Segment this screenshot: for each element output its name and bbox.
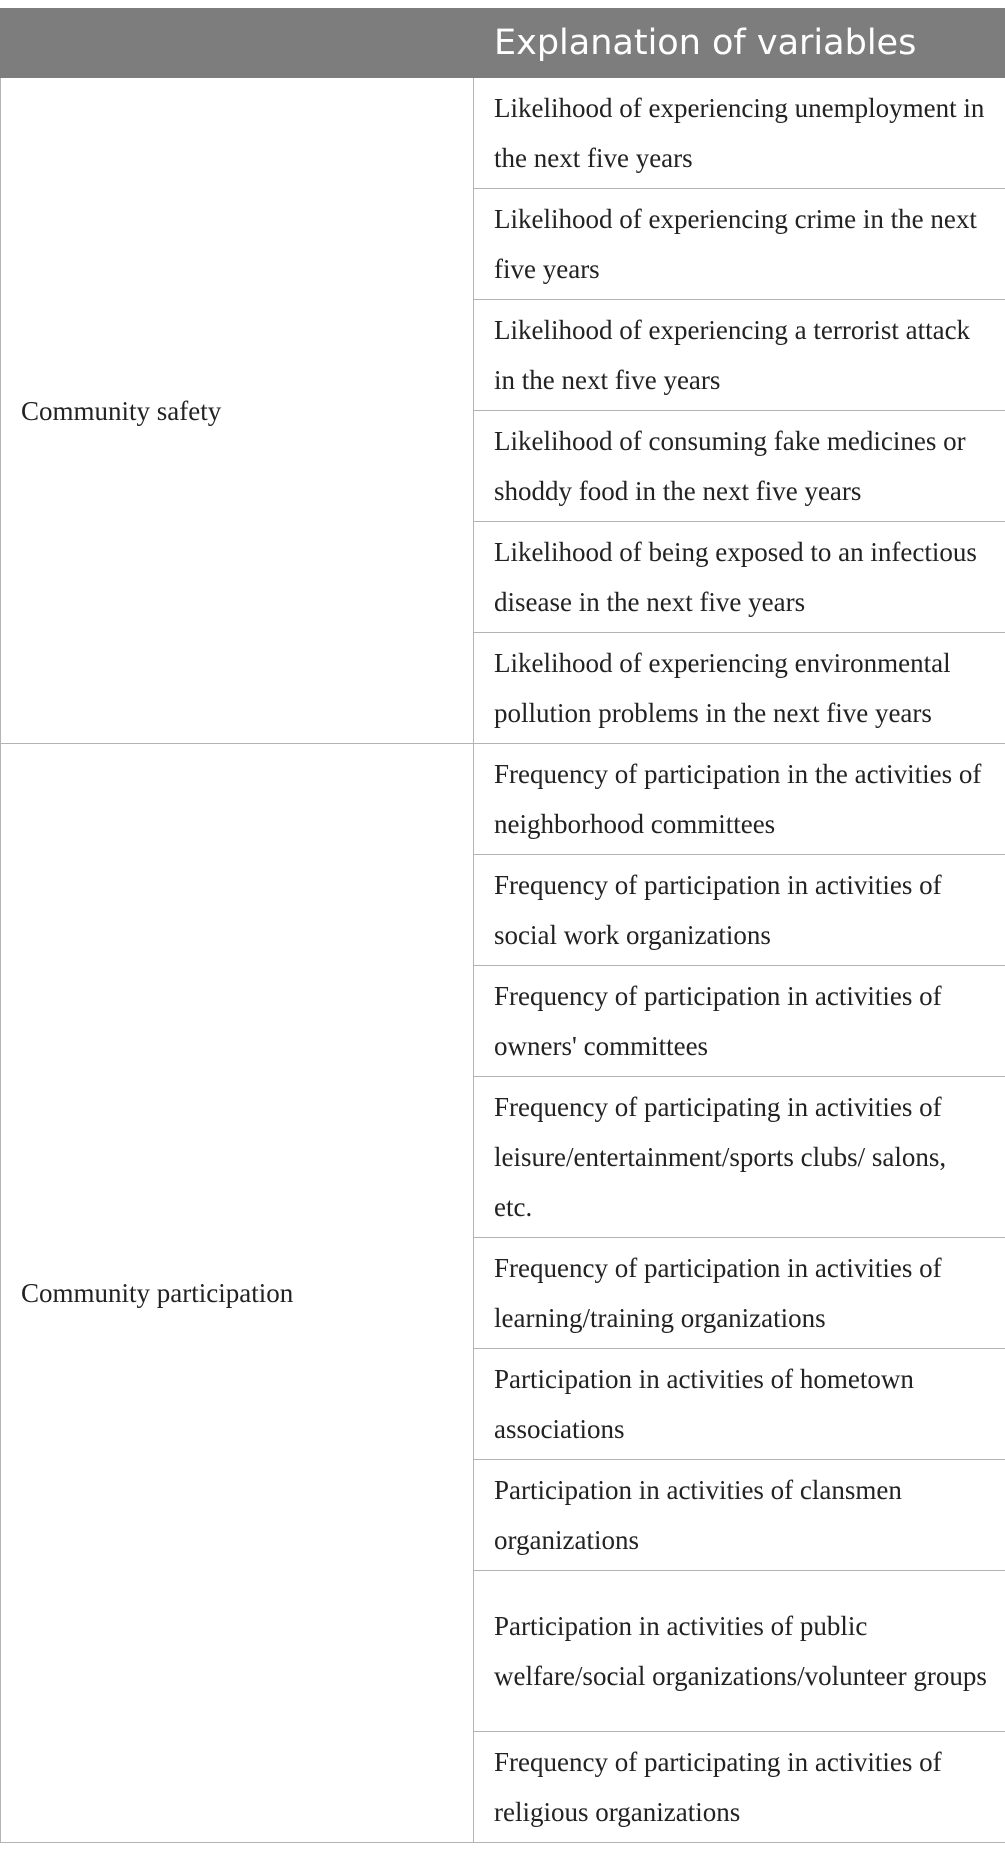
table-row [1, 744, 1005, 855]
explanation-cell: Frequency of participating in activities of leisure/entertainment/sports clubs/ salons, etc. [474, 1077, 1005, 1238]
explanation-cell: Frequency of participation in activities of learning/training organizations [474, 1238, 1005, 1349]
header-category-cell [1, 9, 474, 78]
explanation-cell: Likelihood of consuming fake medicines or shoddy food in the next five years [474, 411, 1005, 522]
header-row [1, 9, 1005, 78]
explanation-cell: Frequency of participating in activities of religious organizations [474, 1732, 1005, 1843]
category-cell-community-participation: Community participation [1, 744, 474, 1843]
explanation-cell: Participation in activities of clansmen organizations [474, 1460, 1005, 1571]
explanation-cell: Frequency of participation in the activities of neighborhood committees [474, 744, 1005, 855]
explanation-cell: Likelihood of experiencing unemployment in the next five years [474, 78, 1005, 189]
explanation-cell: Likelihood of experiencing environmental pollution problems in the next five years [474, 633, 1005, 744]
variables-table [0, 8, 1005, 1843]
explanation-cell: Frequency of participation in activities of social work organizations [474, 855, 1005, 966]
table-header [1, 9, 1005, 78]
explanation-cell: Likelihood of experiencing crime in the next five years [474, 189, 1005, 300]
explanation-cell: Participation in activities of hometown associations [474, 1349, 1005, 1460]
explanation-cell: Likelihood of being exposed to an infectious disease in the next five years [474, 522, 1005, 633]
explanation-cell: Likelihood of experiencing a terrorist attack in the next five years [474, 300, 1005, 411]
explanation-cell: Participation in activities of public welfare/social organizations/volunteer groups [474, 1571, 1005, 1732]
table-body [1, 78, 1005, 1843]
explanation-cell: Frequency of participation in activities of owners' committees [474, 966, 1005, 1077]
header-explanation-cell: Explanation of variables [474, 9, 1005, 78]
category-cell-community-safety: Community safety [1, 78, 474, 744]
table-row [1, 78, 1005, 189]
